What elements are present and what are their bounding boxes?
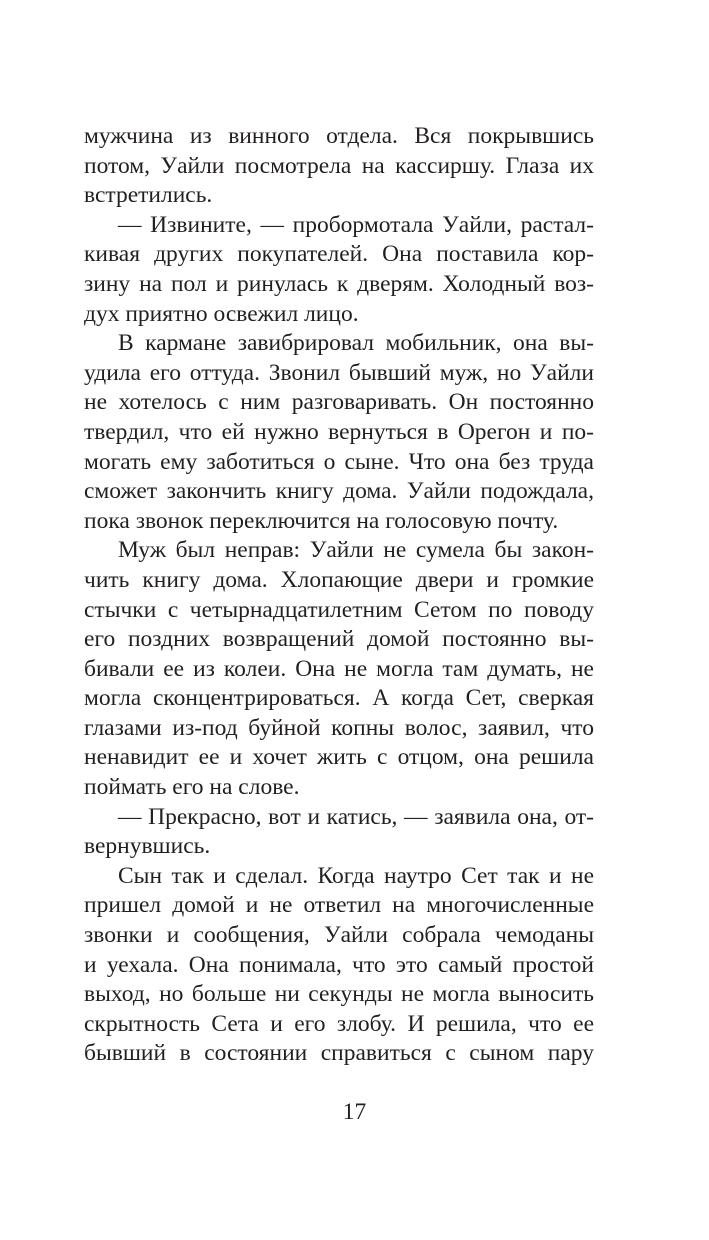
text-line: встретились. [84,182,213,209]
text-line: — Извините, — пробормотала Уайли, растал- [118,211,594,238]
body-text [84,122,594,1069]
text-line: Муж был неправ: Уайли не сумела бы закон- [118,537,594,564]
text-line: твердил, что ей нужно вернуться в Орегон и по- [84,418,594,445]
text-line: дух приятно освежил лицо. [84,300,359,327]
text-line: потом, Уайли посмотрела на кассиршу. Глаза их [84,152,594,179]
text-line: В кармане завибрировал мобильник, она вы- [118,330,594,357]
text-line: зину на пол и ринулась к дверям. Холодный воз- [84,270,594,297]
text-line: удила его оттуда. Звонил бывший муж, но Уайли [84,359,594,386]
text-line: пока звонок переключится на голосовую почту. [84,507,559,534]
text-line: чить книгу дома. Хлопающие двери и громкие [84,566,594,593]
text-line: не хотелось с ним разговаривать. Он постоянно [84,389,594,416]
text-line: стычки с четырнадцатилетним Сетом по поводу [84,596,594,623]
text-line: и уехала. Она понимала, что это самый простой [84,951,594,978]
text-line: бывший в состоянии справиться с сыном пару [84,1040,594,1067]
text-line: звонки и сообщения, Уайли собрала чемоданы [84,922,594,949]
text-line: Сын так и сделал. Когда наутро Сет так и не [118,862,594,889]
text-line: кивая других покупателей. Она поставила кор- [84,241,594,268]
text-line: сможет закончить книгу дома. Уайли подождала, [84,478,594,505]
text-line: — Прекрасно, вот и катись, — заявила она, от- [118,803,594,830]
text-line: скрытность Сета и его злобу. И решила, что ее [84,1010,594,1037]
text-line: бивали ее из колеи. Она не могла там думать, не [84,655,594,682]
text-line: мужчина из винного отдела. Вся покрывшись [84,123,594,149]
text-line: вернувшись. [84,833,211,860]
text-line: выход, но больше ни секунды не могла выносить [84,981,594,1008]
text-line: могать ему заботиться о сыне. Что она без труда [84,448,594,475]
text-line: ненавидит ее и хочет жить с отцом, она решила [84,744,594,771]
text-line: пришел домой и не ответил на многочисленные [84,892,594,919]
text-line: поймать его на слове. [84,774,300,801]
page-number: 17 [342,1099,367,1125]
text-line: могла сконцентрироваться. А когда Сет, сверкая [84,685,594,712]
text-line: глазами из-под буйной копны волос, заявил, что [84,714,594,741]
text-line: его поздних возвращений домой постоянно вы- [84,626,594,653]
